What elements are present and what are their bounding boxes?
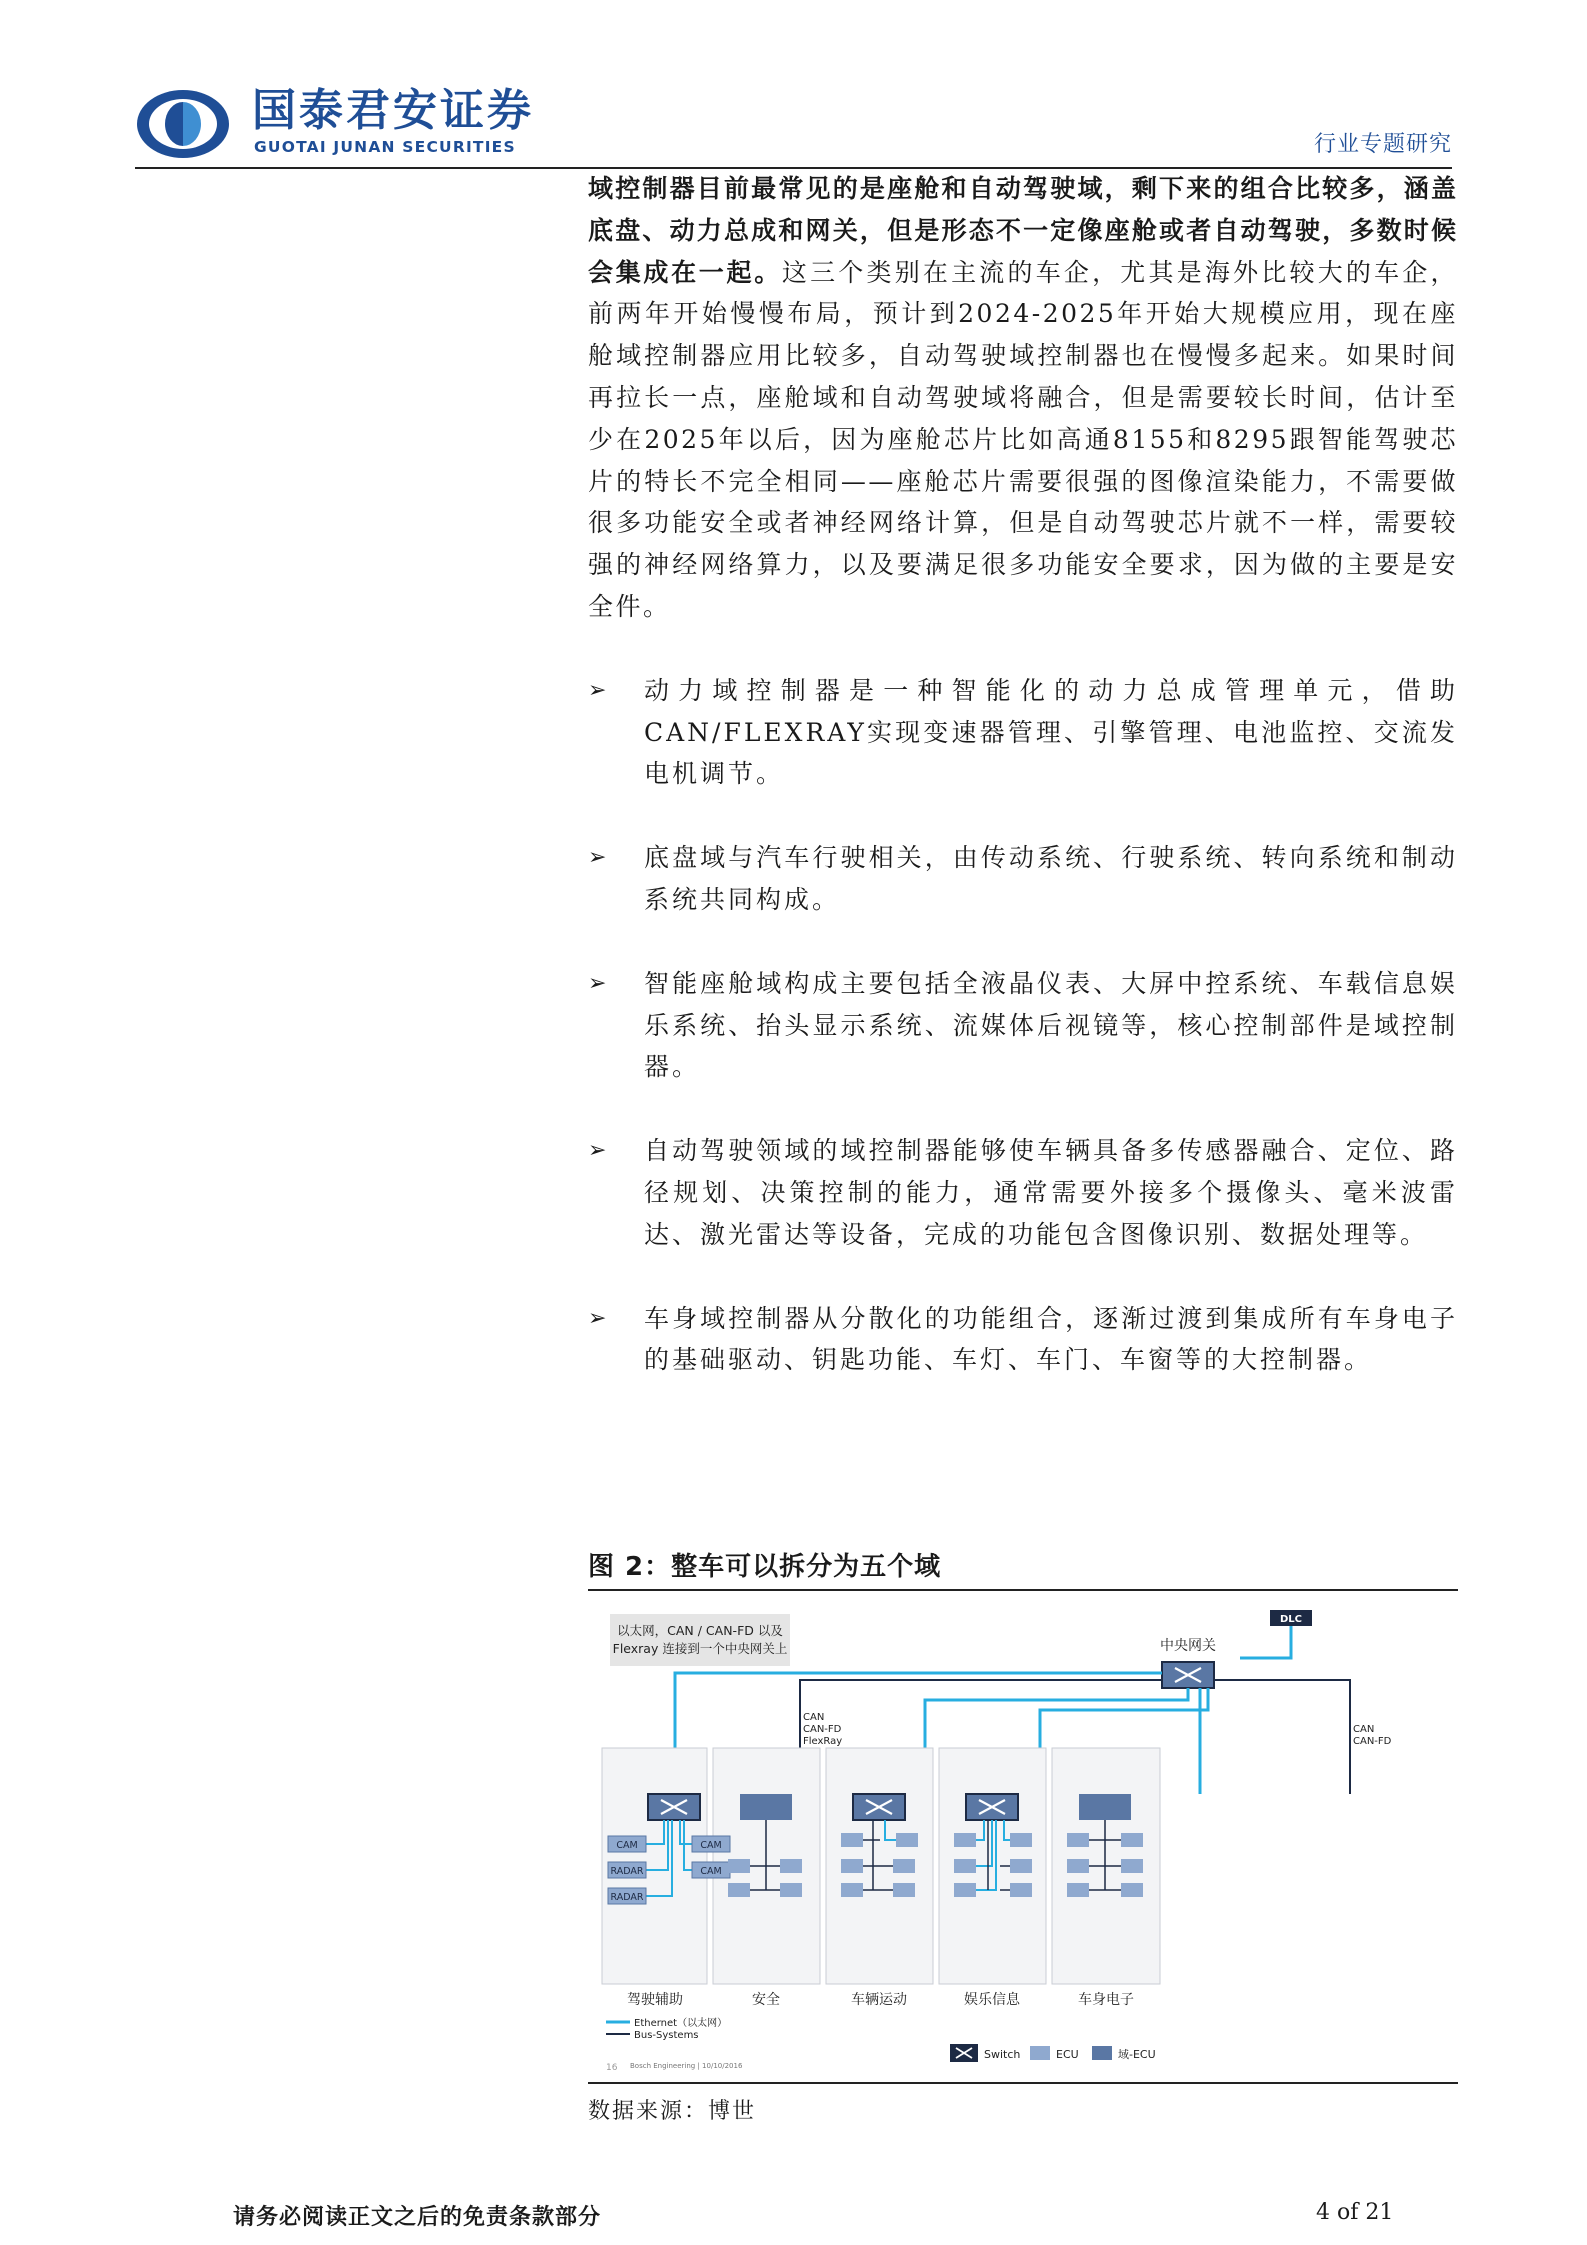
sensor-label: CAM: [616, 1840, 638, 1851]
sensor-label: CAM: [700, 1866, 722, 1877]
bullet-autonomous: [588, 1130, 1458, 1255]
bullet-text: 智能座舱域构成主要包括全液晶仪表、大屏中控系统、车载信息娱乐系统、抬头显示系统、流媒体后视镜等，核心控制部件是域控制器。: [644, 968, 1458, 1082]
legend-switch: Switch: [984, 2048, 1021, 2061]
figure-bottom-rule: [588, 2082, 1458, 2084]
company-logo-icon: [135, 88, 231, 160]
bullet-arrow-icon: ➢: [588, 1305, 610, 1331]
domain-diagram-canvas: [600, 1592, 1458, 2080]
domain-label-driver-assist: 驾驶辅助: [627, 1992, 683, 2008]
bullet-text: 自动驾驶领域的域控制器能够使车辆具备多传感器融合、定位、路径规划、决策控制的能力，通常需要外接多个摄像头、毫米波雷达、激光雷达等设备，完成的功能包含图像识别、数据处理等。: [644, 1136, 1458, 1249]
dlc-label: DLC: [1279, 1614, 1303, 1625]
report-type: 行业专题研究: [1313, 132, 1452, 157]
bullet-body-domain: [588, 1298, 1458, 1382]
intro-paragraph: [588, 168, 1458, 628]
intro-bold-text: 域控制器目前最常见的是座舱和自动驾驶域，剩下来的组合比较多，涵盖底盘、动力总成和网关，但是形态不一定像座舱或者自动驾驶，多数时候会集成在一起。: [588, 174, 1458, 287]
main-content: [588, 168, 1458, 1381]
intro-text: 这三个类别在主流的车企，尤其是海外比较大的车企，前两年开始慢慢布局，预计到2024-2025年开始大规模应用，现在座舱域控制器应用比较多，自动驾驶域控制器也在慢慢多起来。如果时间再拉长一点，座舱域和自动驾驶域将融合，但是需要较长时间，估计至少在2025年以后，因为座舱芯片比如高通8155和8295跟智能驾驶芯片的特长不完全相同——座舱芯片需要很强的图像渲染能力，不需要做很多功能安全或者神经网络计算，但是自动驾驶芯片就不一样，需要较强的神经网络算力，以及要满足很多功能安全要求，因为做的主要是安全件。: [588, 257, 1458, 621]
domain-label-vehicle-motion: 车辆运动: [851, 1992, 907, 2008]
slide-credit: Bosch Engineering | 10/10/2016: [630, 2062, 743, 2070]
bullet-text: 动力域控制器是一种智能化的动力总成管理单元，借助CAN/FLEXRAY实现变速器管理、引擎管理、电池监控、交流发电机调节。: [644, 675, 1458, 789]
callout-line-2: Flexray 连接到一个中央网关上: [612, 1641, 788, 1656]
bullet-arrow-icon: ➢: [588, 677, 610, 703]
company-name-cn: 国泰君安证券: [252, 85, 534, 136]
safety-domain-ecu: [740, 1794, 792, 1820]
bullet-cockpit: [588, 963, 1458, 1088]
bullet-text: 车身域控制器从分散化的功能组合，逐渐过渡到集成所有车身电子的基础驱动、钥匙功能、车灯、车门、车窗等的大控制器。: [644, 1303, 1458, 1375]
legend-ecu: ECU: [1056, 2048, 1079, 2061]
legend-ethernet: Ethernet（以太网）: [634, 2018, 728, 2029]
page-header: [0, 0, 1587, 170]
legend-domain-ecu-icon: [1092, 2046, 1112, 2060]
bullet-arrow-icon: ➢: [588, 1138, 610, 1164]
domain-label-infotainment: 娱乐信息: [964, 1992, 1020, 2008]
bullet-chassis: [588, 837, 1458, 921]
bullet-powertrain: [588, 670, 1458, 795]
domain-label-safety: 安全: [752, 1992, 780, 2008]
bus-label-can: CAN: [803, 1712, 825, 1723]
gateway-label: 中央网关: [1160, 1638, 1216, 1654]
bullet-arrow-icon: ➢: [588, 845, 610, 871]
sensor-label: CAM: [700, 1840, 722, 1851]
bus-label-flexray: FlexRay: [803, 1736, 843, 1747]
domain-label-body: 车身电子: [1078, 1992, 1134, 2008]
legend-ecu-icon: [1030, 2046, 1050, 2060]
bullet-text: 底盘域与汽车行驶相关，由传动系统、行驶系统、转向系统和制动系统共同构成。: [644, 843, 1458, 914]
disclaimer-note: 请务必阅读正文之后的免责条款部分: [233, 2205, 602, 2230]
bus-label-body-can: CAN: [1353, 1724, 1375, 1735]
figure-top-rule: [588, 1589, 1458, 1591]
data-source: 数据来源：博世: [588, 2099, 757, 2124]
sensor-label: RADAR: [610, 1892, 644, 1903]
company-name-en: GUOTAI JUNAN SECURITIES: [254, 138, 516, 156]
bullet-arrow-icon: ➢: [588, 970, 610, 996]
page-number: 4 of 21: [1316, 2200, 1394, 2225]
sensor-label: RADAR: [610, 1866, 644, 1877]
legend-bus: Bus-Systems: [634, 2030, 699, 2041]
bus-label-canfd: CAN-FD: [803, 1724, 842, 1735]
legend-domain-ecu: 域-ECU: [1118, 2048, 1156, 2061]
bus-label-body-canfd: CAN-FD: [1353, 1736, 1392, 1747]
body-domain-ecu: [1079, 1794, 1131, 1820]
callout-line-1: 以太网，CAN / CAN-FD 以及: [617, 1623, 783, 1638]
slide-number: 16: [606, 2063, 618, 2073]
figure-title: 图 2：整车可以拆分为五个域: [588, 1552, 942, 1582]
callout-box: [610, 1614, 790, 1666]
